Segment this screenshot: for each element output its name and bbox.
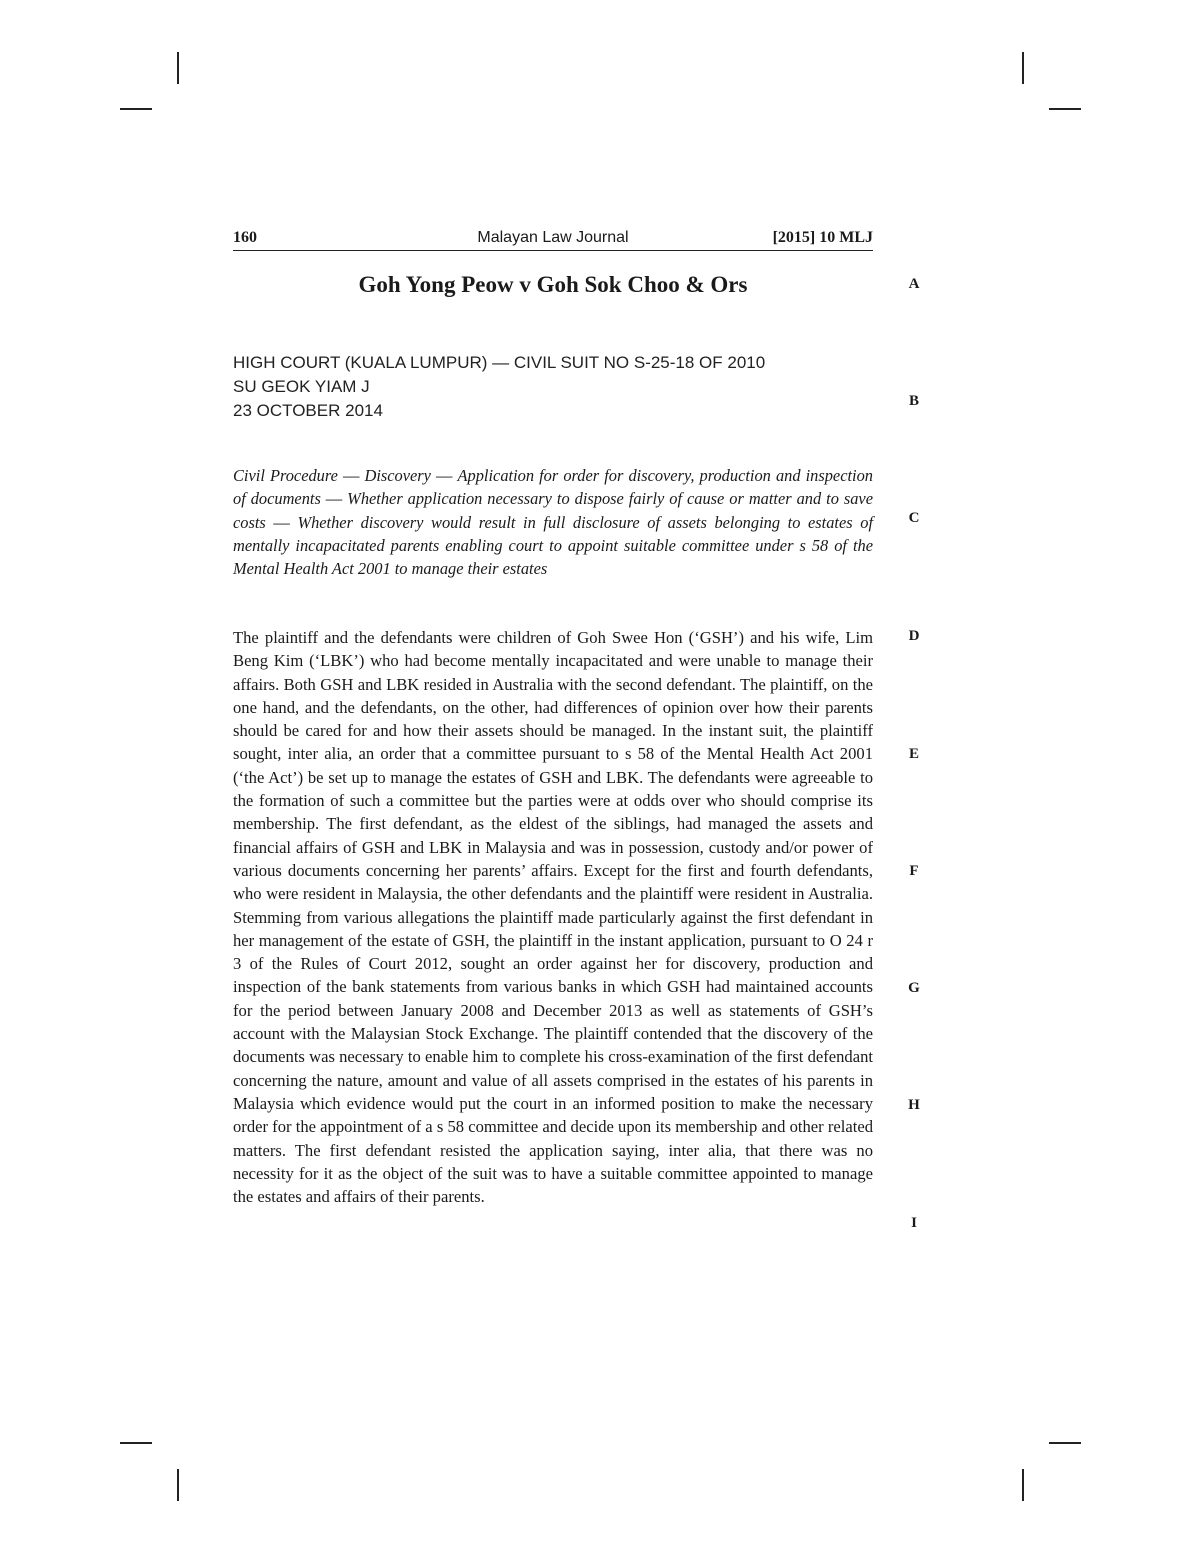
headnote-paragraph: The plaintiff and the defendants were children of Goh Swee Hon (‘GSH’) and his wife, Lim Beng Kim (‘LBK’) who had become mentally incapacitated and were unable to manage their affairs. Both GSH and LBK resided in Australia with the second defendant. The plaintiff, on the one hand, and the defendants, on the other, had differences of opinion over how their parents should be cared for and how their assets should be managed. In the instant suit, the plaintiff sought, inter alia, an order that a committee pursuant to s 58 of the Mental Health Act 2001 (‘the Act’) be set up to manage the estates of GSH and LBK. The defendants were agreeable to the formation of such a committee but the parties were at odds over who should comprise its membership. The first defendant, as the eldest of the siblings, had managed the assets and financial affairs of GSH and LBK in Malaysia and was in possession, custody and/or power of various documents concerning her parents’ affairs. Except for the first and fourth defendants, who were resident in Malaysia, the other defendants and the plaintiff were resident in Australia. Stemming from various allegations the plaintiff made particularly against the first defendant in her management of the estate of GSH, the plaintiff in the instant application, pursuant to O 24 r 3 of the Rules of Court 2012, sought an order against her for discovery, production and inspection of the bank statements from various banks in which GSH had maintained accounts for the period between January 2008 and December 2013 as well as statements of GSH’s account with the Malaysian Stock Exchange. The plaintiff contended that the discovery of the documents was necessary to enable him to complete his cross-examination of the first defendant concerning the nature, amount and value of all assets comprised in the estates of his parents in Malaysia which evidence would put the court in an informed position to make the necessary order for the appointment of a s 58 committee and decide upon its membership and other related matters. The first defendant resisted the application saying, inter alia, that there was no necessity for it as the object of the suit was to have a suitable committee appointed to manage the estates and affairs of their parents. bbox=[233, 628, 873, 1207]
margin-letter: E bbox=[908, 746, 919, 762]
catchword-issue: Whether application necessary to dispose fairly of cause or matter and to save costs bbox=[233, 489, 873, 532]
crop-mark-top-left-horizontal bbox=[120, 108, 152, 110]
margin-letter: B bbox=[908, 393, 919, 409]
crop-mark-bottom-right-horizontal bbox=[1049, 1442, 1081, 1444]
crop-mark-top-right-vertical bbox=[1022, 52, 1024, 84]
catchword-separator: — bbox=[265, 512, 298, 532]
court-and-suit: HIGH COURT (KUALA LUMPUR) — CIVIL SUIT NO S-25-18 OF 2010 bbox=[233, 353, 766, 372]
catchword-separator: — bbox=[320, 489, 348, 509]
judgment-date: 23 OCTOBER 2014 bbox=[233, 401, 383, 420]
margin-letter: I bbox=[911, 1215, 917, 1231]
crop-mark-bottom-left-horizontal bbox=[120, 1442, 152, 1444]
margin-letter: D bbox=[908, 628, 920, 644]
margin-letter: C bbox=[908, 510, 920, 526]
catchword-separator: — bbox=[430, 466, 458, 485]
catchword-issue: Whether discovery would result in full disclosure of assets belonging to estates of mentally incapacitated parents enabling court to appoint suitable committee under s 58 of the Mental Health Act 2001 to manage their estates bbox=[233, 512, 873, 579]
margin-letter: G bbox=[908, 980, 920, 996]
journal-name: Malayan Law Journal bbox=[477, 229, 629, 246]
citation: [2015] 10 MLJ bbox=[772, 229, 873, 246]
margin-letter: H bbox=[908, 1097, 920, 1113]
court-info bbox=[233, 351, 873, 423]
catchword-topic: Discovery bbox=[364, 466, 431, 485]
margin-letter: F bbox=[909, 863, 919, 879]
crop-mark-bottom-left-vertical bbox=[177, 1469, 179, 1501]
page-number: 160 bbox=[233, 229, 257, 246]
crop-mark-top-left-vertical bbox=[177, 52, 179, 84]
catchword-detail: Application for order for discovery, production and inspection of documents bbox=[233, 466, 873, 509]
catchword-separator: — bbox=[337, 466, 365, 485]
judge-name: SU GEOK YIAM J bbox=[233, 377, 370, 396]
catchword-subject: Civil Procedure bbox=[233, 466, 338, 485]
running-header bbox=[233, 228, 873, 251]
crop-mark-bottom-right-vertical bbox=[1022, 1469, 1024, 1501]
margin-letter: A bbox=[908, 276, 920, 292]
catchwords bbox=[233, 464, 873, 580]
crop-mark-top-right-horizontal bbox=[1049, 108, 1081, 110]
margin-letters bbox=[902, 0, 932, 1553]
case-title: Goh Yong Peow v Goh Sok Choo & Ors bbox=[358, 272, 748, 297]
